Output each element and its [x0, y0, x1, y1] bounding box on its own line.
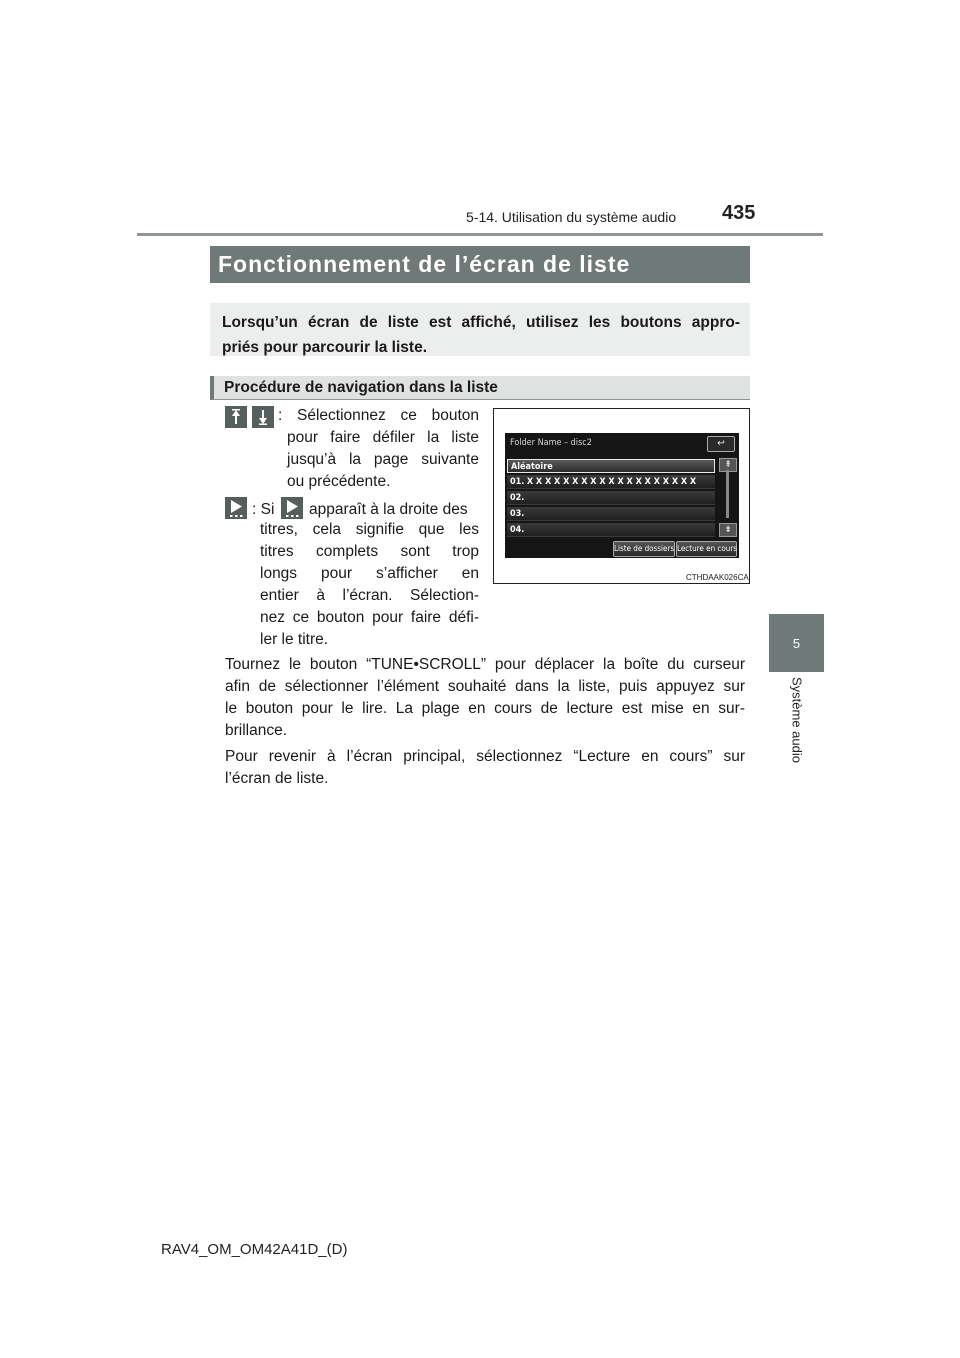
text-line: Tournez le bouton “TUNE•SCROLL” pour déplacer la boîte du curseur — [225, 656, 745, 673]
scrollbar-track — [726, 470, 729, 518]
list-item-text: Aléatoire — [511, 462, 553, 472]
text-line: afin de sélectionner l’élément souhaité dans la liste, puis appuyez sur — [225, 678, 745, 695]
list-item-number: 03. — [510, 509, 525, 519]
title-scroll-inline-icon — [281, 497, 303, 519]
chapter-title: 5-14. Utilisation du système audio — [466, 209, 677, 225]
more-item-first-line — [252, 497, 479, 521]
list-screen — [505, 433, 739, 558]
image-code: CTHDAAK026CA — [686, 573, 749, 582]
text-line: titres complets sont trop — [260, 543, 479, 560]
scroll-item-description-cont — [287, 427, 479, 493]
text-line: l’écran de liste. — [225, 770, 329, 787]
text-line: pour faire défiler la liste — [287, 429, 479, 446]
text-line: titres, cela signifie que les — [260, 521, 479, 538]
text-line: : Sélectionnez ce bouton — [278, 407, 479, 424]
list-item-number: 02. — [510, 493, 525, 503]
section-title-text: Fonctionnement de l’écran de liste — [218, 251, 631, 277]
document-code: RAV4_OM_OM42A41D_(D) — [161, 1241, 348, 1258]
text-line: brillance. — [225, 722, 288, 739]
page-up-icon — [225, 406, 247, 428]
return-paragraph — [225, 746, 745, 790]
more-item-description — [260, 519, 479, 651]
intro-box — [210, 303, 750, 356]
list-item[interactable] — [507, 507, 715, 521]
scroll-down-button[interactable]: ⇟ — [719, 523, 737, 537]
subsection-title — [210, 376, 750, 400]
folder-list-button[interactable]: Liste de dossiers — [613, 541, 675, 557]
scroll-up-button[interactable]: ⇞ — [719, 458, 737, 472]
text-line: Pour revenir à l’écran principal, sélectionnez “Lecture en cours” sur — [225, 748, 745, 765]
list-item-text: X X X X X X X X X X X X X X X X X X X — [526, 477, 697, 487]
text-line: le bouton pour le lire. La plage en cours de lecture est mise en sur- — [225, 700, 745, 717]
page-number: 435 — [722, 202, 756, 224]
folder-name-title: Folder Name – disc2 — [510, 438, 592, 448]
intro-line: Lorsqu’un écran de liste est affiché, utilisez les boutons appro- — [222, 314, 740, 331]
subsection-title-text: Procédure de navigation dans la liste — [224, 378, 498, 396]
text-line: longs pour s’afficher en — [260, 565, 479, 582]
intro-line: priés pour parcourir la liste. — [222, 339, 428, 356]
text-line: nez ce bouton pour faire défi- — [260, 609, 479, 626]
text-line: jusqu’à la page suivante — [287, 451, 479, 468]
instruction-paragraph — [225, 654, 745, 742]
back-button[interactable]: ↩ — [707, 436, 735, 452]
section-title — [210, 246, 750, 283]
scroll-item-description — [278, 405, 479, 427]
text-line: ler le titre. — [260, 631, 329, 648]
text-fragment: : Si — [252, 501, 275, 518]
text-fragment: apparaît à la droite des — [309, 501, 468, 518]
list-item[interactable] — [507, 475, 715, 489]
text-line: entier à l’écran. Sélection- — [260, 587, 479, 604]
list-item-number: 04. — [510, 525, 525, 535]
header-rule — [137, 233, 823, 236]
list-item-number: 01. — [510, 477, 525, 487]
list-item-shuffle[interactable] — [507, 459, 715, 473]
list-item[interactable] — [507, 523, 715, 537]
list-item[interactable] — [507, 491, 715, 505]
text-line: ou précédente. — [287, 473, 391, 490]
page-down-icon — [252, 406, 274, 428]
now-playing-button[interactable]: Lecture en cours — [676, 541, 737, 557]
title-scroll-icon — [225, 497, 247, 519]
chapter-tab — [769, 614, 824, 672]
chapter-tab-number: 5 — [792, 635, 801, 651]
chapter-tab-label: Système audio — [789, 677, 805, 763]
